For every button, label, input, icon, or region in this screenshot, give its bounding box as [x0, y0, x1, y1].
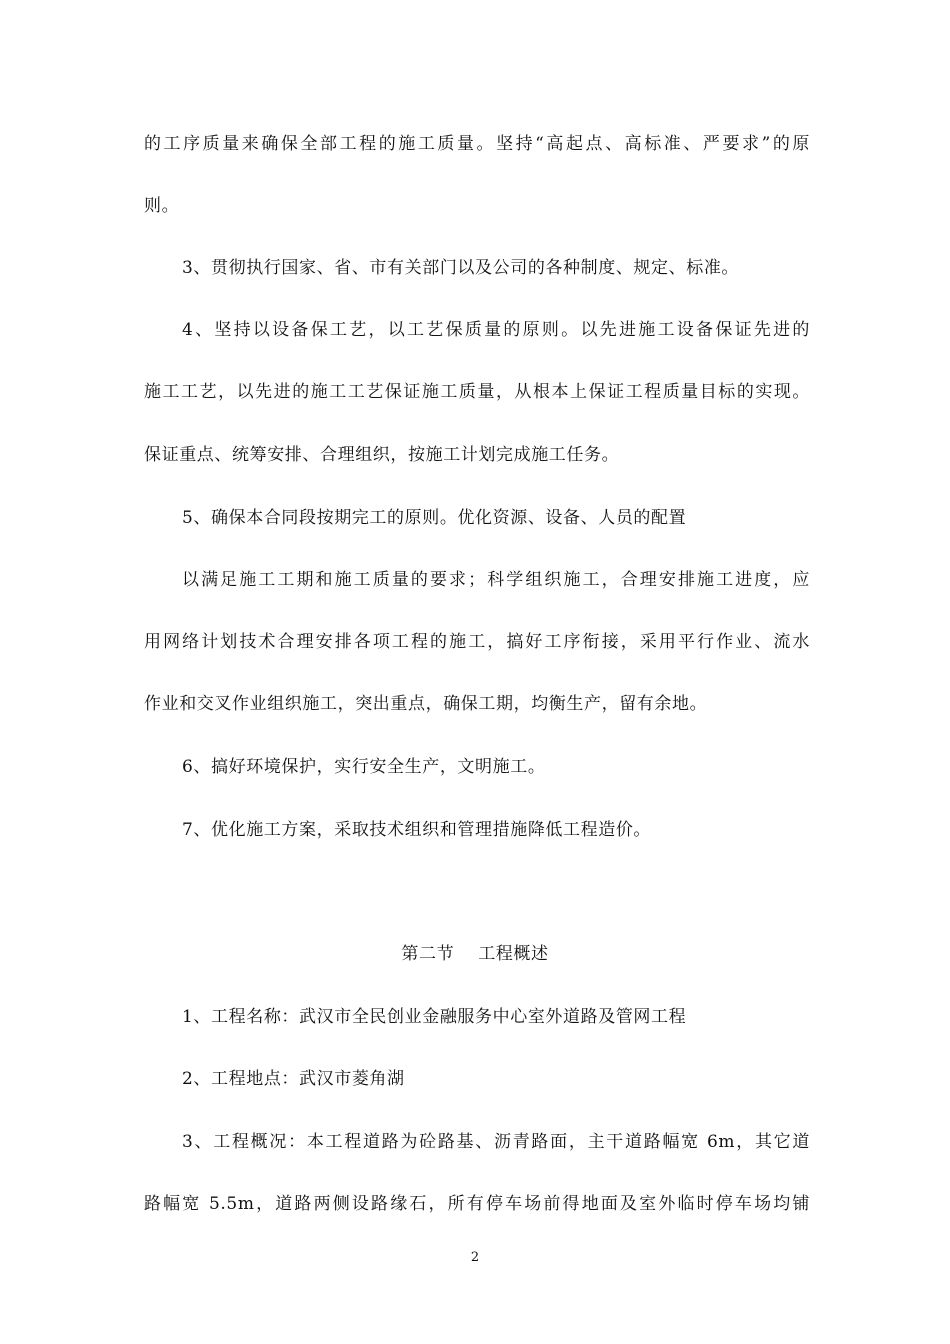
paragraph-line: 以满足施工工期和施工质量的要求；科学组织施工，合理安排施工进度，应: [182, 570, 810, 590]
paragraph-line: 5、确保本合同段按期完工的原则。优化资源、设备、人员的配置: [182, 508, 687, 528]
paragraph-line: 6、搞好环境保护，实行安全生产，文明施工。: [182, 757, 546, 777]
paragraph-line: 4、坚持以设备保工艺，以工艺保质量的原则。以先进施工设备保证先进的: [182, 320, 810, 340]
paragraph-line: 施工工艺，以先进的施工工艺保证施工质量，从根本上保证工程质量目标的实现。: [144, 382, 810, 402]
paragraph-line: 用网络计划技术合理安排各项工程的施工，搞好工序衔接，采用平行作业、流水: [144, 632, 810, 652]
paragraph-line: 1、工程名称：武汉市全民创业金融服务中心室外道路及管网工程: [182, 1007, 687, 1027]
paragraph-line: 的工序质量来确保全部工程的施工质量。坚持“高起点、高标准、严要求”的原: [144, 134, 810, 154]
section-heading: 第二节 工程概述: [401, 944, 549, 964]
paragraph-line: 则。: [144, 196, 180, 216]
paragraph-line: 路幅宽 5.5m，道路两侧设路缘石，所有停车场前得地面及室外临时停车场均铺: [144, 1194, 810, 1214]
paragraph-line: 3、贯彻执行国家、省、市有关部门以及公司的各种制度、规定、标准。: [182, 258, 740, 278]
paragraph-line: 作业和交叉作业组织施工，突出重点，确保工期，均衡生产，留有余地。: [144, 694, 708, 714]
paragraph-line: 3、工程概况：本工程道路为砼路基、沥青路面，主干道路幅宽 6m，其它道: [182, 1132, 810, 1152]
paragraph-line: 7、优化施工方案，采取技术组织和管理措施降低工程造价。: [182, 820, 652, 840]
paragraph-line: 保证重点、统筹安排、合理组织，按施工计划完成施工任务。: [144, 445, 620, 465]
page-number: 2: [470, 1250, 480, 1265]
paragraph-line: 2、工程地点：武汉市菱角湖: [182, 1069, 405, 1089]
